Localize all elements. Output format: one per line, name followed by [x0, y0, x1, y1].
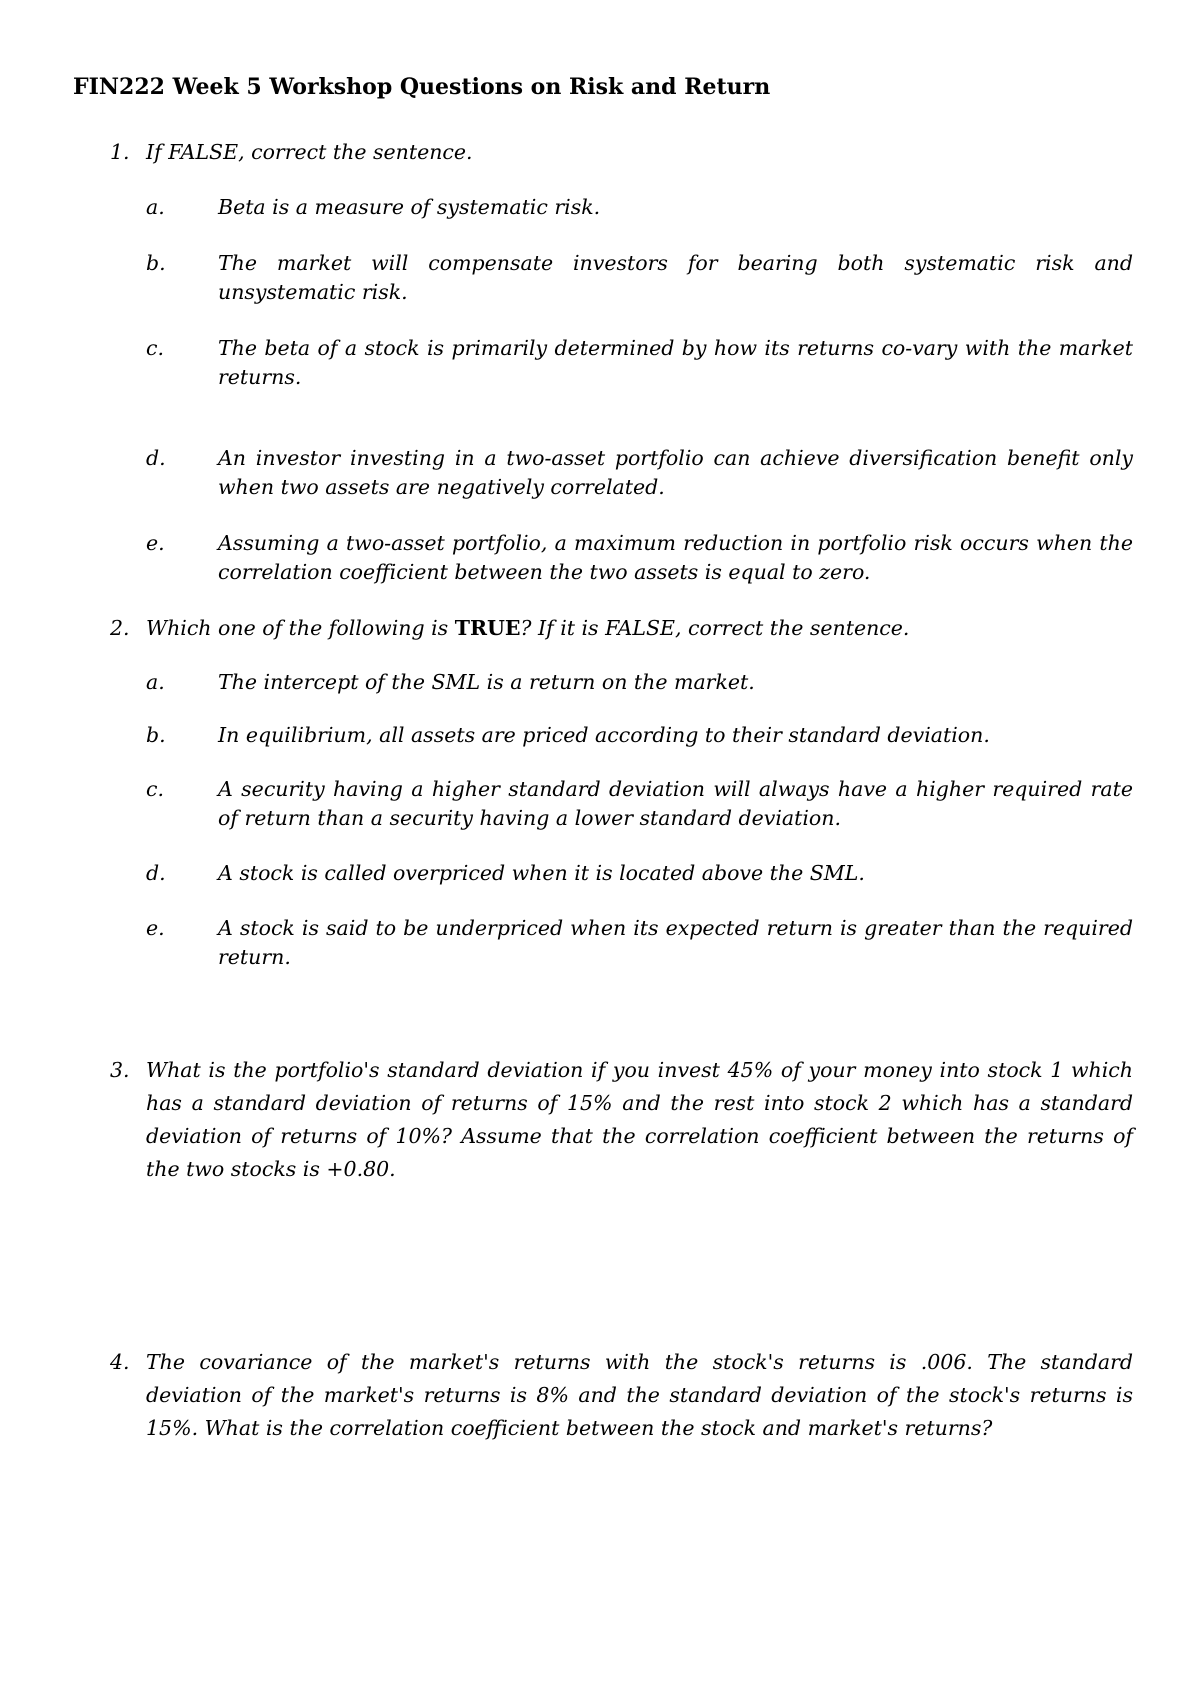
page-title: FIN222 Week 5 Workshop Questions on Risk and Return	[73, 74, 771, 100]
q1-item-a-letter: a.	[146, 195, 165, 219]
question-3-text: What is the portfolio's standard deviation if you invest 45% of your money into stock 1 which has a standard deviation of returns of 15% and the rest into stock 2 which has a standard deviation of returns of 10%? Assume that the correlation coefficient between the returns of the two stocks is +0.80.	[146, 1058, 1133, 1181]
q2-item-e-text: A stock is said to be underpriced when its expected return is greater than the required return.	[218, 916, 1133, 969]
q2-item-b-text: In equilibrium, all assets are priced according to their standard deviation.	[218, 723, 990, 747]
q1-item-c-text: The beta of a stock is primarily determined by how its returns co-vary with the market returns.	[218, 336, 1133, 389]
question-1-number: 1.	[110, 140, 130, 164]
question-2-number: 2.	[110, 616, 130, 640]
q2-item-a-text: The intercept of the SML is a return on the market.	[218, 670, 755, 694]
q2-item-e-letter: e.	[146, 916, 165, 940]
q2-item-a-letter: a.	[146, 670, 165, 694]
question-2-prompt	[146, 612, 1133, 645]
q1-item-c-letter: c.	[146, 336, 164, 360]
question-1-prompt: If FALSE, correct the sentence.	[146, 140, 473, 164]
q1-item-d-text: An investor investing in a two-asset portfolio can achieve diversification benefit only when two assets are negatively correlated.	[218, 446, 1133, 499]
q1-item-b-text: The market will compensate investors for bearing both systematic risk and unsystematic risk.	[218, 251, 1133, 304]
q2-prompt-end: ? If it is FALSE, correct the sentence.	[520, 616, 910, 640]
q2-item-c-letter: c.	[146, 777, 164, 801]
q2-item-d-text: A stock is called overpriced when it is located above the SML.	[218, 861, 865, 885]
q1-item-e-letter: e.	[146, 531, 165, 555]
q2-item-b-letter: b.	[146, 723, 166, 747]
question-4-text: The covariance of the market's returns with the stock's returns is .006. The standard deviation of the market's returns is 8% and the standard deviation of the stock's returns is 15%. What is the correlation coefficient between the stock and market's returns?	[146, 1350, 1133, 1440]
q2-item-c-text: A security having a higher standard deviation will always have a higher required rate of return than a security having a lower standard deviation.	[218, 777, 1133, 830]
q1-item-b-letter: b.	[146, 251, 166, 275]
q2-prompt-start: Which one of the following is	[146, 616, 455, 640]
q2-prompt-true: TRUE	[454, 616, 521, 640]
q1-item-a-text: Beta is a measure of systematic risk.	[218, 195, 601, 219]
q1-item-e-text: Assuming a two-asset portfolio, a maximum reduction in portfolio risk occurs when the correlation coefficient between the two assets is equal to zero.	[218, 531, 1133, 584]
q1-item-d-letter: d.	[146, 446, 166, 470]
question-4-number: 4.	[110, 1350, 130, 1374]
question-3-number: 3.	[110, 1058, 130, 1082]
q2-item-d-letter: d.	[146, 861, 166, 885]
